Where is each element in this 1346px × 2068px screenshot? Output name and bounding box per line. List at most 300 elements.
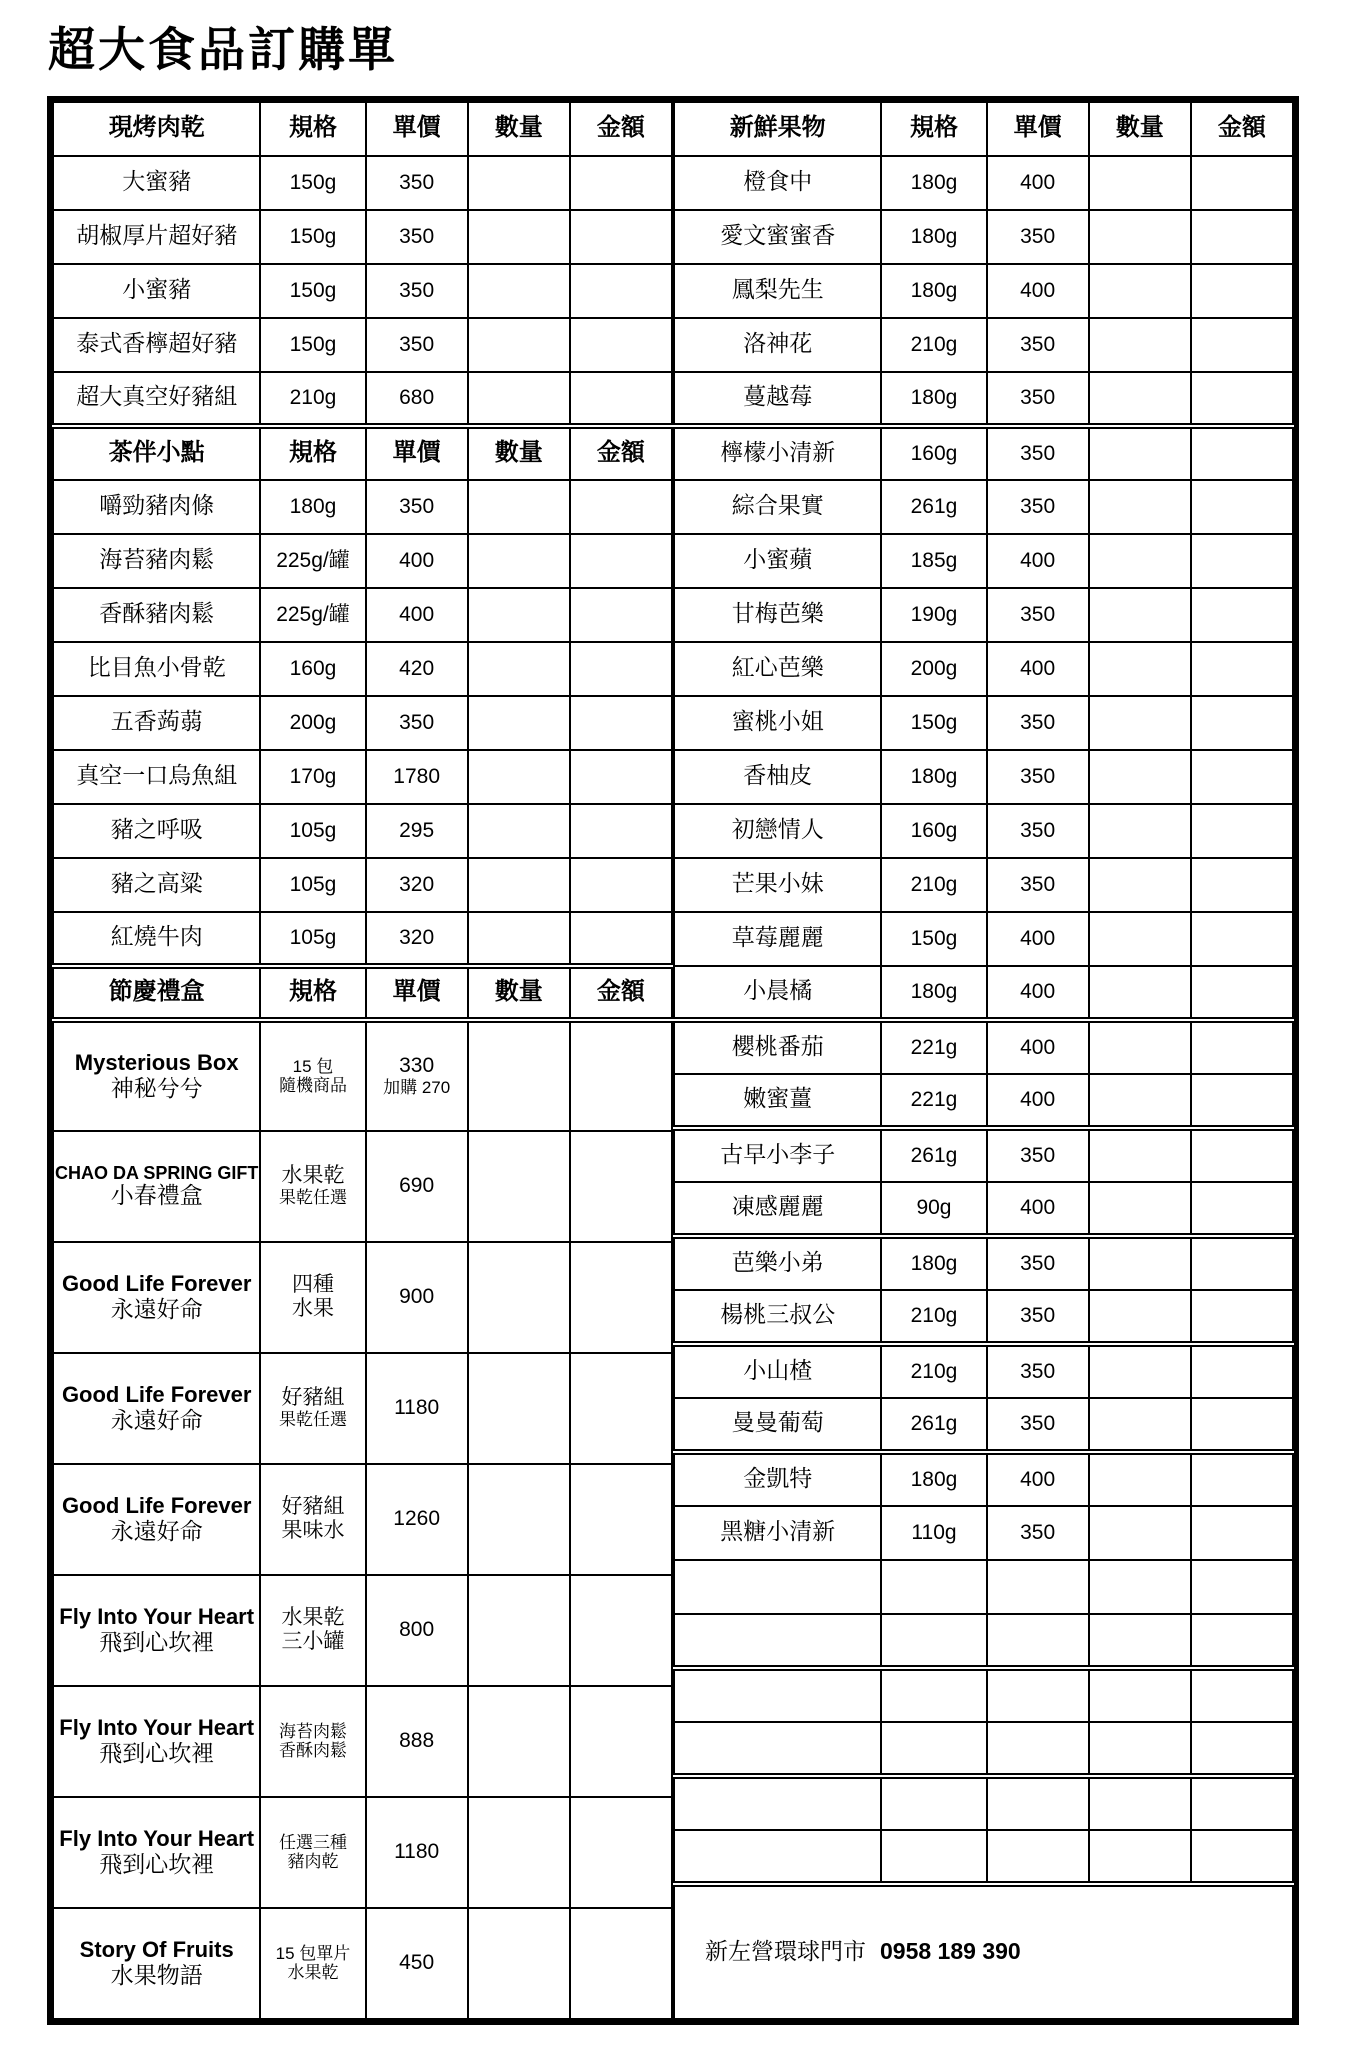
- gift-name-cell-line2: 飛到心坎裡: [99, 1851, 215, 1877]
- gift-spec-cell-line2: 隨機商品: [278, 1076, 347, 1096]
- amount-cell: [1191, 1182, 1293, 1236]
- item-row: [674, 1182, 1293, 1236]
- amount-cell: [1191, 1668, 1293, 1722]
- item-price-cell: 350: [987, 588, 1089, 642]
- item-row: [674, 1236, 1293, 1290]
- item-spec-cell: 185g: [881, 534, 986, 588]
- amount-cell: [570, 1353, 672, 1464]
- amount-cell: [1191, 858, 1293, 912]
- item-spec-cell: 150g: [881, 912, 986, 966]
- amount-cell: [1191, 1020, 1293, 1074]
- item-row: [674, 318, 1293, 372]
- amount-cell: [1191, 1776, 1293, 1830]
- gift-name-cell: [53, 1797, 260, 1908]
- gift-spec-cell: [260, 1464, 365, 1575]
- item-spec-cell: 221g: [881, 1020, 986, 1074]
- qty-cell: [468, 480, 570, 534]
- qty-cell: [1089, 1722, 1191, 1776]
- column-header-cell: 單價: [366, 102, 468, 156]
- qty-cell: [468, 804, 570, 858]
- item-name-cell: [674, 1614, 881, 1668]
- item-name-cell: 豬之高粱: [53, 858, 260, 912]
- item-spec-cell: [881, 1776, 986, 1830]
- amount-cell: [570, 588, 672, 642]
- gift-price-cell: [366, 1242, 468, 1353]
- item-name-cell: [674, 1722, 881, 1776]
- section-title-cell: 現烤肉乾: [53, 102, 260, 156]
- item-spec-cell: 150g: [260, 264, 365, 318]
- item-spec-cell: 180g: [881, 210, 986, 264]
- gift-spec-cell-line1: 任選三種: [278, 1832, 347, 1852]
- qty-cell: [1089, 156, 1191, 210]
- gift-spec-cell-line2: 香酥肉鬆: [278, 1741, 347, 1761]
- item-spec-cell: [881, 1560, 986, 1614]
- column-header-cell: 金額: [570, 102, 672, 156]
- amount-cell: [1191, 1722, 1293, 1776]
- item-row: [674, 1344, 1293, 1398]
- item-price-cell: 420: [366, 642, 468, 696]
- item-row: [53, 264, 672, 318]
- amount-cell: [570, 372, 672, 426]
- item-price-cell: 400: [987, 534, 1089, 588]
- gift-name-cell-line1: Story Of Fruits: [79, 1937, 234, 1963]
- gift-name-cell: [53, 1020, 260, 1131]
- item-price-cell: 350: [366, 318, 468, 372]
- column-header-cell: 規格: [260, 966, 365, 1020]
- item-name-cell: 芭樂小弟: [674, 1236, 881, 1290]
- item-spec-cell: 221g: [881, 1074, 986, 1128]
- amount-cell: [1191, 480, 1293, 534]
- empty-row: [674, 1614, 1293, 1668]
- column-header-cell: 規格: [260, 102, 365, 156]
- item-row: [674, 696, 1293, 750]
- item-price-cell: 350: [987, 858, 1089, 912]
- qty-cell: [1089, 1182, 1191, 1236]
- item-price-cell: 295: [366, 804, 468, 858]
- amount-cell: [1191, 750, 1293, 804]
- qty-cell: [468, 1797, 570, 1908]
- amount-cell: [1191, 264, 1293, 318]
- gift-spec-cell: [260, 1797, 365, 1908]
- amount-cell: [570, 696, 672, 750]
- gift-price-cell: [366, 1908, 468, 2019]
- item-row: [674, 858, 1293, 912]
- qty-cell: [468, 1908, 570, 2019]
- amount-cell: [570, 264, 672, 318]
- qty-cell: [1089, 858, 1191, 912]
- gift-spec-cell-line2: 三小罐: [281, 1630, 345, 1654]
- column-header-cell: 數量: [468, 102, 570, 156]
- item-price-cell: 400: [987, 156, 1089, 210]
- item-row: [674, 264, 1293, 318]
- qty-cell: [468, 696, 570, 750]
- qty-cell: [1089, 1776, 1191, 1830]
- qty-cell: [468, 642, 570, 696]
- item-row: [53, 912, 672, 966]
- amount-cell: [1191, 1074, 1293, 1128]
- gift-name-cell-line1: Fly Into Your Heart: [59, 1604, 255, 1630]
- item-price-cell: 400: [987, 1452, 1089, 1506]
- item-spec-cell: 150g: [260, 156, 365, 210]
- amount-cell: [570, 804, 672, 858]
- item-name-cell: 海苔豬肉鬆: [53, 534, 260, 588]
- item-name-cell: 紅燒牛肉: [53, 912, 260, 966]
- qty-cell: [1089, 1830, 1191, 1884]
- empty-row: [674, 1722, 1293, 1776]
- qty-cell: [1089, 1560, 1191, 1614]
- item-spec-cell: 105g: [260, 912, 365, 966]
- item-row: [674, 912, 1293, 966]
- right-table-body: [674, 102, 1293, 2019]
- item-spec-cell: [881, 1668, 986, 1722]
- item-row: [674, 372, 1293, 426]
- item-price-cell: 350: [987, 480, 1089, 534]
- item-name-cell: 蜜桃小姐: [674, 696, 881, 750]
- item-price-cell: 350: [987, 1344, 1089, 1398]
- gift-name-cell: [53, 1464, 260, 1575]
- item-spec-cell: 105g: [260, 804, 365, 858]
- amount-cell: [570, 642, 672, 696]
- qty-cell: [468, 912, 570, 966]
- item-price-cell: 350: [987, 318, 1089, 372]
- item-spec-cell: 180g: [881, 156, 986, 210]
- item-row: [53, 372, 672, 426]
- gift-item-row: [53, 1575, 672, 1686]
- qty-cell: [1089, 318, 1191, 372]
- item-name-cell: 洛神花: [674, 318, 881, 372]
- gift-item-row: [53, 1908, 672, 2019]
- qty-cell: [1089, 1614, 1191, 1668]
- item-row: [53, 696, 672, 750]
- gift-spec-cell-line1: 水果乾: [281, 1164, 345, 1188]
- item-spec-cell: 180g: [881, 1236, 986, 1290]
- amount-cell: [1191, 156, 1293, 210]
- item-spec-cell: 150g: [260, 318, 365, 372]
- qty-cell: [1089, 696, 1191, 750]
- qty-cell: [1089, 1290, 1191, 1344]
- gift-name-cell-line2: 飛到心坎裡: [99, 1740, 215, 1766]
- qty-cell: [1089, 804, 1191, 858]
- item-price-cell: 350: [987, 1398, 1089, 1452]
- amount-cell: [570, 1242, 672, 1353]
- qty-cell: [1089, 534, 1191, 588]
- qty-cell: [1089, 210, 1191, 264]
- amount-cell: [570, 318, 672, 372]
- item-spec-cell: 210g: [881, 318, 986, 372]
- qty-cell: [1089, 1506, 1191, 1560]
- amount-cell: [1191, 1236, 1293, 1290]
- amount-cell: [1191, 966, 1293, 1020]
- qty-cell: [1089, 750, 1191, 804]
- gift-name-cell-line1: Fly Into Your Heart: [59, 1826, 255, 1852]
- qty-cell: [1089, 426, 1191, 480]
- item-spec-cell: 180g: [881, 372, 986, 426]
- item-price-cell: 350: [987, 210, 1089, 264]
- gift-price-cell: [366, 1020, 468, 1131]
- item-row: [674, 588, 1293, 642]
- item-row: [674, 210, 1293, 264]
- item-spec-cell: 90g: [881, 1182, 986, 1236]
- column-header-cell: 數量: [1089, 102, 1191, 156]
- amount-cell: [1191, 1830, 1293, 1884]
- qty-cell: [468, 858, 570, 912]
- item-name-cell: 小晨橘: [674, 966, 881, 1020]
- store-phone: 0958 189 390: [880, 1938, 1021, 1965]
- item-row: [674, 480, 1293, 534]
- qty-cell: [468, 1464, 570, 1575]
- item-name-cell: 大蜜豬: [53, 156, 260, 210]
- amount-cell: [1191, 804, 1293, 858]
- item-row: [674, 1128, 1293, 1182]
- gift-spec-cell: [260, 1686, 365, 1797]
- gift-spec-cell-line2: 豬肉乾: [287, 1852, 339, 1872]
- item-name-cell: 胡椒厚片超好豬: [53, 210, 260, 264]
- amount-cell: [570, 912, 672, 966]
- item-row: [53, 588, 672, 642]
- qty-cell: [468, 318, 570, 372]
- item-price-cell: [987, 1614, 1089, 1668]
- item-row: [674, 426, 1293, 480]
- item-name-cell: 泰式香檸超好豬: [53, 318, 260, 372]
- qty-cell: [1089, 588, 1191, 642]
- column-header-cell: 規格: [881, 102, 986, 156]
- section-title-cell: 新鮮果物: [674, 102, 881, 156]
- item-row: [674, 156, 1293, 210]
- item-price-cell: 400: [987, 1074, 1089, 1128]
- item-spec-cell: 261g: [881, 1128, 986, 1182]
- qty-cell: [468, 1575, 570, 1686]
- item-name-cell: 小山楂: [674, 1344, 881, 1398]
- item-name-cell: 金凱特: [674, 1452, 881, 1506]
- gift-item-row: [53, 1020, 672, 1131]
- gift-spec-cell-line2: 水果乾: [287, 1963, 339, 1983]
- item-name-cell: 小蜜蘋: [674, 534, 881, 588]
- item-spec-cell: 180g: [260, 480, 365, 534]
- item-spec-cell: 180g: [881, 966, 986, 1020]
- item-price-cell: 350: [987, 1290, 1089, 1344]
- gift-price-cell: [366, 1131, 468, 1242]
- qty-cell: [1089, 1074, 1191, 1128]
- item-row: [53, 858, 672, 912]
- gift-spec-cell: [260, 1575, 365, 1686]
- item-name-cell: 香柚皮: [674, 750, 881, 804]
- item-spec-cell: 225g/罐: [260, 534, 365, 588]
- gift-price-cell-line1: 330: [399, 1054, 435, 1078]
- amount-cell: [570, 210, 672, 264]
- amount-cell: [1191, 318, 1293, 372]
- qty-cell: [468, 750, 570, 804]
- item-price-cell: 350: [366, 210, 468, 264]
- item-price-cell: [987, 1668, 1089, 1722]
- gift-spec-cell-line1: 好豬組: [281, 1386, 345, 1410]
- item-row: [674, 534, 1293, 588]
- item-row: [53, 156, 672, 210]
- gift-spec-cell: [260, 1353, 365, 1464]
- column-header-cell: 單價: [366, 966, 468, 1020]
- gift-name-cell-line1: Good Life Forever: [61, 1271, 252, 1297]
- gift-name-cell-line1: CHAO DA SPRING GIFT: [55, 1162, 259, 1183]
- column-header-cell: 數量: [468, 966, 570, 1020]
- item-name-cell: 黑糖小清新: [674, 1506, 881, 1560]
- item-name-cell: [674, 1560, 881, 1614]
- amount-cell: [570, 1464, 672, 1575]
- item-price-cell: [987, 1560, 1089, 1614]
- item-row: [674, 1452, 1293, 1506]
- amount-cell: [1191, 210, 1293, 264]
- item-spec-cell: [881, 1614, 986, 1668]
- qty-cell: [1089, 642, 1191, 696]
- item-price-cell: 350: [987, 1236, 1089, 1290]
- gift-spec-cell: [260, 1131, 365, 1242]
- item-price-cell: 350: [366, 264, 468, 318]
- item-spec-cell: 210g: [260, 372, 365, 426]
- item-price-cell: 350: [987, 426, 1089, 480]
- gift-price-cell: [366, 1797, 468, 1908]
- item-spec-cell: 180g: [881, 750, 986, 804]
- section-title-cell: 茶伴小點: [53, 426, 260, 480]
- item-row: [674, 804, 1293, 858]
- qty-cell: [1089, 1020, 1191, 1074]
- gift-price-cell-line1: 1180: [394, 1840, 440, 1864]
- gift-name-cell-line1: Good Life Forever: [61, 1493, 252, 1519]
- item-price-cell: 350: [987, 804, 1089, 858]
- item-name-cell: 豬之呼吸: [53, 804, 260, 858]
- item-price-cell: 350: [366, 696, 468, 750]
- gift-name-cell: [53, 1908, 260, 2019]
- amount-cell: [570, 1686, 672, 1797]
- amount-cell: [570, 1797, 672, 1908]
- gift-item-row: [53, 1131, 672, 1242]
- gift-spec-cell-line1: 四種: [291, 1273, 334, 1297]
- qty-cell: [468, 264, 570, 318]
- qty-cell: [1089, 1398, 1191, 1452]
- item-price-cell: 400: [987, 264, 1089, 318]
- item-name-cell: 紅心芭樂: [674, 642, 881, 696]
- item-row: [674, 1506, 1293, 1560]
- gift-spec-cell-line1: 好豬組: [281, 1495, 345, 1519]
- gift-name-cell-line2: 水果物語: [110, 1962, 203, 1988]
- gift-item-row: [53, 1464, 672, 1575]
- item-name-cell: 橙食中: [674, 156, 881, 210]
- empty-row: [674, 1776, 1293, 1830]
- item-row: [53, 480, 672, 534]
- amount-cell: [1191, 588, 1293, 642]
- qty-cell: [468, 1686, 570, 1797]
- amount-cell: [570, 1908, 672, 2019]
- section-title-cell: 節慶禮盒: [53, 966, 260, 1020]
- item-price-cell: [987, 1830, 1089, 1884]
- item-price-cell: 400: [366, 588, 468, 642]
- gift-price-cell-line2: 加購 270: [383, 1078, 451, 1098]
- item-price-cell: 350: [987, 1506, 1089, 1560]
- item-spec-cell: 210g: [881, 858, 986, 912]
- section-header-row: [53, 966, 672, 1020]
- item-spec-cell: 160g: [881, 426, 986, 480]
- amount-cell: [1191, 1560, 1293, 1614]
- amount-cell: [1191, 534, 1293, 588]
- qty-cell: [468, 372, 570, 426]
- item-name-cell: [674, 1776, 881, 1830]
- item-price-cell: 680: [366, 372, 468, 426]
- qty-cell: [468, 1020, 570, 1131]
- qty-cell: [1089, 1668, 1191, 1722]
- item-row: [674, 1074, 1293, 1128]
- item-price-cell: 1780: [366, 750, 468, 804]
- item-name-cell: 鳳梨先生: [674, 264, 881, 318]
- amount-cell: [1191, 426, 1293, 480]
- gift-name-cell: [53, 1575, 260, 1686]
- qty-cell: [1089, 912, 1191, 966]
- qty-cell: [468, 534, 570, 588]
- gift-price-cell-line1: 1180: [394, 1396, 440, 1420]
- column-header-cell: 單價: [366, 426, 468, 480]
- gift-name-cell-line2: 永遠好命: [110, 1407, 203, 1433]
- item-spec-cell: 225g/罐: [260, 588, 365, 642]
- item-price-cell: 400: [987, 642, 1089, 696]
- item-price-cell: 350: [987, 1128, 1089, 1182]
- gift-price-cell: [366, 1575, 468, 1686]
- empty-row: [674, 1560, 1293, 1614]
- item-price-cell: 400: [366, 534, 468, 588]
- gift-name-cell: [53, 1353, 260, 1464]
- gift-spec-cell-line1: 水果乾: [281, 1606, 345, 1630]
- item-name-cell: 楊桃三叔公: [674, 1290, 881, 1344]
- qty-cell: [1089, 1452, 1191, 1506]
- qty-cell: [468, 1131, 570, 1242]
- empty-row: [674, 1830, 1293, 1884]
- gift-name-cell: [53, 1131, 260, 1242]
- gift-spec-cell-line2: 水果: [291, 1297, 334, 1321]
- store-footer-cell: [674, 1884, 1293, 2019]
- gift-name-cell: [53, 1242, 260, 1353]
- gift-name-cell-line1: Good Life Forever: [61, 1382, 252, 1408]
- gift-name-cell-line1: Fly Into Your Heart: [59, 1715, 255, 1741]
- item-name-cell: 古早小李子: [674, 1128, 881, 1182]
- item-name-cell: 綜合果實: [674, 480, 881, 534]
- item-spec-cell: 110g: [881, 1506, 986, 1560]
- gift-price-cell-line1: 900: [399, 1285, 435, 1309]
- item-name-cell: 比目魚小骨乾: [53, 642, 260, 696]
- item-price-cell: [987, 1722, 1089, 1776]
- amount-cell: [1191, 1128, 1293, 1182]
- amount-cell: [570, 750, 672, 804]
- item-spec-cell: 210g: [881, 1344, 986, 1398]
- gift-price-cell-line1: 888: [399, 1729, 435, 1753]
- gift-spec-cell-line1: 15 包: [292, 1056, 334, 1076]
- amount-cell: [1191, 912, 1293, 966]
- left-table-body: [53, 102, 672, 2019]
- item-price-cell: 400: [987, 966, 1089, 1020]
- item-spec-cell: 200g: [881, 642, 986, 696]
- item-price-cell: 400: [987, 912, 1089, 966]
- item-name-cell: 嚼勁豬肉條: [53, 480, 260, 534]
- gift-price-cell: [366, 1686, 468, 1797]
- item-name-cell: 芒果小妹: [674, 858, 881, 912]
- item-row: [53, 804, 672, 858]
- gift-name-cell-line1: Mysterious Box: [74, 1050, 239, 1076]
- item-spec-cell: 180g: [881, 1452, 986, 1506]
- column-header-cell: 金額: [570, 966, 672, 1020]
- gift-spec-cell: [260, 1242, 365, 1353]
- gift-item-row: [53, 1797, 672, 1908]
- item-spec-cell: 261g: [881, 480, 986, 534]
- item-row: [674, 1290, 1293, 1344]
- right-table: [673, 101, 1294, 2020]
- gift-price-cell-line1: 450: [399, 1951, 435, 1975]
- item-name-cell: 超大真空好豬組: [53, 372, 260, 426]
- order-table: [47, 96, 1299, 2025]
- left-table: [52, 101, 673, 2020]
